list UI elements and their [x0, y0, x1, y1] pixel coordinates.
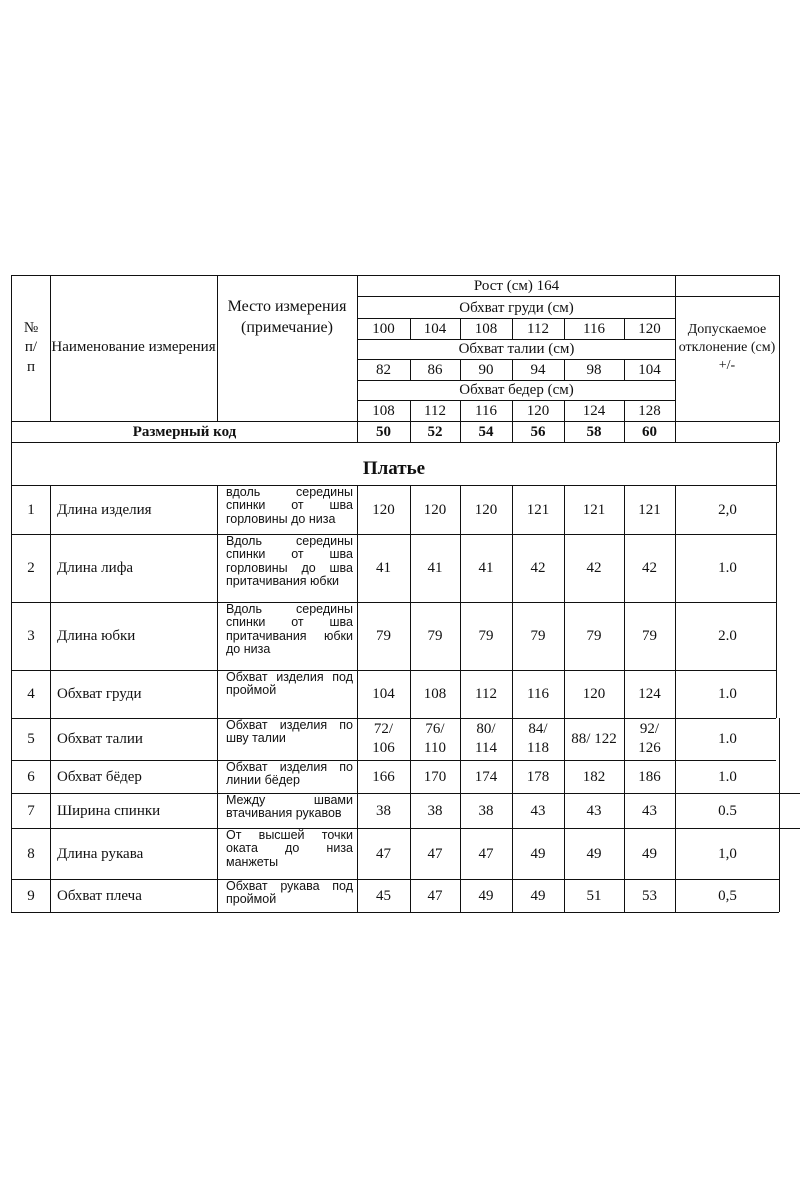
measure-place: [226, 880, 353, 912]
measure-value: 72/ 106: [372, 721, 395, 756]
hips-label: Обхват бедер (см): [459, 382, 574, 398]
measure-value: 79: [478, 628, 494, 644]
measure-value: 38: [427, 802, 443, 819]
grid-line: [779, 828, 780, 879]
measure-value: 38: [376, 802, 391, 819]
tolerance-value: 1.0: [718, 560, 737, 576]
grid-line: [217, 760, 218, 793]
measure-value: 49: [530, 887, 546, 904]
chest-value: 100: [372, 320, 395, 337]
measure-name: Длина юбки: [57, 628, 136, 644]
tolerance-value: 1.0: [718, 768, 737, 785]
measure-value: 41: [478, 560, 494, 576]
grid-line: [50, 828, 51, 879]
measure-value: 76/ 110: [424, 721, 446, 756]
grid-line: [217, 879, 218, 912]
grid-line: [779, 760, 780, 793]
grid-line: [779, 421, 780, 442]
hips-value: 124: [582, 402, 606, 419]
measure-place: [226, 794, 353, 828]
col-tolerance-header: Допускаемое отклонение (см) +/-: [678, 321, 776, 374]
measure-value: 120: [372, 501, 395, 518]
grid-line: [50, 718, 51, 760]
measure-value: 47: [478, 845, 494, 862]
waist-value: 86: [427, 361, 443, 378]
measure-place: [226, 829, 353, 879]
measure-place-line: вдоль середины: [226, 486, 353, 499]
measure-place-line: Обхват изделия под: [226, 671, 353, 684]
measure-value: 121: [582, 501, 606, 518]
row-number: 5: [27, 731, 35, 747]
grid-line: [217, 485, 218, 534]
grid-line: [675, 421, 676, 442]
row-number: 4: [27, 686, 35, 702]
grid-line: [779, 718, 780, 760]
section-title: Платье: [362, 457, 426, 479]
chest-value: 120: [638, 320, 661, 337]
measure-place: [226, 486, 353, 534]
measure-value: 43: [642, 802, 657, 819]
measure-place-line: притачивания юбки: [226, 628, 353, 643]
measure-value: 42: [586, 560, 602, 576]
size-code-label: Размерный код: [132, 423, 237, 440]
measure-value: 47: [427, 887, 443, 904]
measure-value: 79: [642, 628, 657, 644]
row-number: 1: [27, 501, 35, 518]
row-number: 6: [27, 768, 35, 785]
measure-value: 84/ 118: [527, 721, 549, 756]
measure-place-line: Обхват изделия по: [226, 761, 353, 774]
measure-value: 186: [638, 768, 661, 785]
measure-place-line: втачивания рукавов: [226, 806, 342, 821]
measure-place-line: спинки от шва: [226, 615, 353, 630]
measure-name: Длина лифа: [57, 560, 134, 576]
grid-line: [50, 760, 51, 793]
waist-label: Обхват талии (см): [458, 341, 575, 357]
grid-line: [217, 718, 218, 760]
measure-value: 170: [423, 768, 447, 785]
measure-place-line: проймой: [226, 892, 277, 907]
waist-value: 90: [478, 361, 494, 378]
size-code-value: 52: [427, 423, 443, 440]
measure-value: 120: [582, 686, 606, 702]
measure-value: 49: [478, 887, 494, 904]
grid-line: [50, 534, 51, 602]
measure-value: 112: [475, 686, 497, 702]
tolerance-value: 2.0: [718, 628, 737, 644]
grid-line: [217, 534, 218, 602]
chest-value: 116: [583, 320, 605, 337]
measure-value: 41: [376, 560, 391, 576]
measure-value: 79: [586, 628, 602, 644]
size-code-value: 56: [530, 423, 546, 440]
hips-value: 116: [475, 402, 497, 419]
measure-value: 42: [642, 560, 657, 576]
waist-value: 94: [530, 361, 546, 378]
grid-line: [779, 275, 780, 421]
measure-name: Ширина спинки: [57, 802, 161, 819]
measure-value: 174: [474, 768, 498, 785]
chest-value: 104: [423, 320, 447, 337]
grid-line: [11, 442, 779, 443]
size-code-value: 60: [642, 423, 657, 440]
hips-value: 120: [526, 402, 550, 419]
measure-value: 79: [427, 628, 443, 644]
measure-place-line: спинки от шва: [226, 547, 353, 562]
measure-place-line: линии бёдер: [226, 773, 300, 788]
measure-place-line: оката до низа: [226, 841, 353, 856]
measure-place-line: горловины до шва: [226, 560, 353, 575]
grid-line: [776, 442, 777, 485]
measure-value: 80/ 114: [475, 721, 497, 756]
hips-value: 128: [638, 402, 661, 419]
measure-value: 178: [526, 768, 550, 785]
grid-line: [50, 793, 51, 828]
measure-place-line: Обхват рукава под: [226, 880, 353, 893]
measure-value: 121: [526, 501, 550, 518]
measure-value: 51: [586, 887, 602, 904]
grid-line: [50, 485, 51, 534]
measure-name: Длина рукава: [57, 845, 144, 862]
grid-line: [779, 793, 780, 828]
size-code-value: 58: [586, 423, 602, 440]
measure-place-line: От высшей точки: [226, 829, 353, 842]
row-line: [11, 912, 779, 913]
measure-value: 79: [376, 628, 391, 644]
hips-value: 108: [372, 402, 395, 419]
chest-label: Обхват груди (см): [459, 299, 574, 316]
hips-value: 112: [424, 402, 446, 419]
measure-value: 45: [376, 887, 391, 904]
waist-value: 104: [638, 361, 661, 378]
col-place-header: Место измерения (примечание): [227, 298, 347, 336]
col-number-header: № п/ п: [23, 319, 39, 375]
measure-value: 43: [586, 802, 602, 819]
grid-line: [217, 670, 218, 718]
grid-line: [50, 602, 51, 670]
measure-value: 182: [582, 768, 606, 785]
measure-place: [226, 671, 353, 718]
grid-line: [217, 793, 218, 828]
col-name-header: Наименование измерения: [51, 339, 216, 356]
measure-place-line: спинки от шва: [226, 498, 353, 513]
measure-place-line: притачивания юбки: [226, 574, 340, 589]
waist-value: 98: [586, 361, 602, 378]
measure-name: Длина изделия: [57, 501, 152, 518]
measure-place: [226, 761, 353, 793]
measure-place-line: до низа: [226, 642, 271, 657]
row-number: 9: [27, 887, 35, 904]
measure-value: 166: [372, 768, 395, 785]
row-number: 2: [27, 560, 35, 576]
measure-name: Обхват талии: [57, 731, 143, 747]
measure-place-line: шву талии: [226, 731, 286, 746]
measure-value: 79: [530, 628, 546, 644]
measure-name: Обхват бёдер: [57, 768, 142, 785]
measure-place: [226, 603, 353, 670]
measure-place-line: Обхват изделия по: [226, 719, 353, 732]
measure-place-line: проймой: [226, 683, 277, 698]
measure-value: 47: [427, 845, 443, 862]
measure-value: 53: [642, 887, 657, 904]
measure-place-line: Вдоль середины: [226, 535, 353, 548]
measure-value: 92/ 126: [638, 721, 661, 756]
measure-value: 121: [638, 501, 661, 518]
grid-line: [217, 828, 218, 879]
measure-place-line: Вдоль середины: [226, 603, 353, 616]
size-code-value: 54: [478, 423, 494, 440]
row-number: 3: [27, 628, 35, 644]
tolerance-value: 0,5: [718, 887, 737, 904]
measure-value: 88/ 122: [571, 730, 617, 747]
measure-value: 47: [376, 845, 391, 862]
measure-place-line: манжеты: [226, 854, 279, 869]
chest-value: 108: [474, 320, 498, 337]
measure-value: 49: [530, 845, 546, 862]
measure-value: 116: [527, 686, 549, 702]
measure-place: [226, 719, 353, 760]
measure-place: [226, 535, 353, 602]
measure-value: 108: [423, 686, 447, 702]
tolerance-value: 1.0: [718, 686, 737, 702]
measure-name: Обхват плеча: [57, 887, 142, 904]
size-code-value: 50: [376, 423, 391, 440]
row-number: 7: [27, 802, 35, 819]
measure-value: 49: [586, 845, 602, 862]
measure-value: 41: [427, 560, 443, 576]
measure-place-line: горловины до низа: [226, 511, 336, 526]
grid-line: [50, 879, 51, 912]
measure-name: Обхват груди: [57, 686, 142, 702]
measure-value: 120: [474, 501, 498, 518]
measure-value: 38: [478, 802, 494, 819]
measure-value: 124: [638, 686, 661, 702]
measure-value: 43: [530, 802, 546, 819]
measure-place-line: Между швами: [226, 794, 353, 807]
grid-line: [11, 275, 12, 421]
measure-value: 49: [642, 845, 657, 862]
tolerance-value: 0.5: [718, 802, 737, 819]
grid-line: [779, 879, 780, 912]
grid-line: [50, 670, 51, 718]
tolerance-value: 1.0: [718, 731, 737, 747]
tolerance-value: 1,0: [718, 845, 737, 862]
chest-value: 112: [527, 320, 549, 337]
waist-value: 82: [376, 361, 391, 378]
measure-value: 42: [530, 560, 546, 576]
measure-value: 120: [423, 501, 447, 518]
measure-value: 104: [372, 686, 395, 702]
row-number: 8: [27, 845, 35, 862]
height-label: Рост (см) 164: [473, 278, 560, 294]
grid-line: [217, 602, 218, 670]
tolerance-value: 2,0: [718, 501, 737, 518]
